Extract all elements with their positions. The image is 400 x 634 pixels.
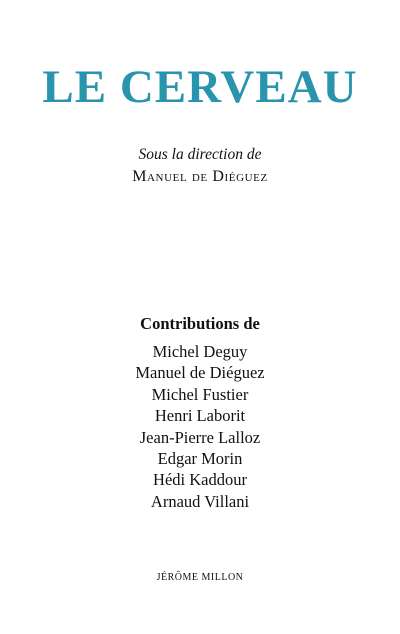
contributions-heading: Contributions de: [140, 314, 260, 333]
contributor-name: Edgar Morin: [157, 448, 243, 468]
contributor-name: Michel Fustier: [151, 384, 249, 404]
contributor-name: Hédi Kaddour: [153, 470, 247, 490]
direction-intro: Sous la direction de: [138, 146, 262, 163]
contributors-list: [0, 341, 400, 512]
director-name: Manuel de Diéguez: [132, 168, 268, 185]
contributor-name: Jean-Pierre Lalloz: [139, 427, 261, 447]
contributor-name: Michel Deguy: [152, 342, 248, 361]
publisher-name: JÉRÔME MILLON: [156, 572, 244, 583]
contributor-name: Henri Laborit: [154, 406, 246, 426]
contributor-name: Arnaud Villani: [150, 491, 250, 511]
book-title: LE CERVEAU: [42, 61, 358, 113]
contributor-name: Manuel de Diéguez: [135, 363, 265, 383]
